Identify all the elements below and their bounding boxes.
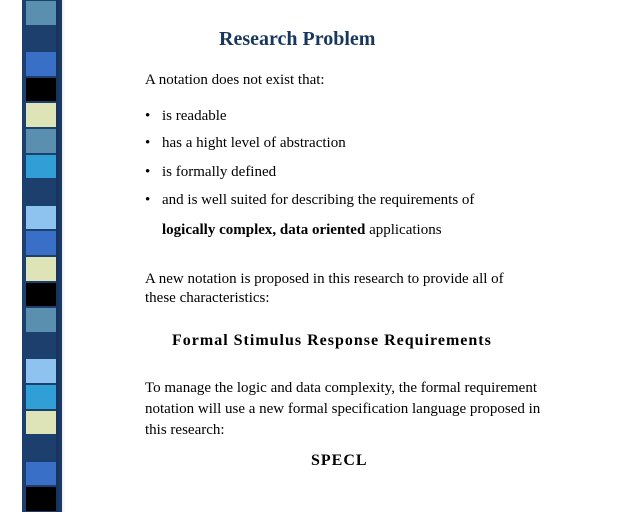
bullet-item-suited: and is well suited for describing the requirements of [162, 192, 475, 208]
bullet-item-formal: is formally defined [162, 164, 277, 180]
stripe-segment [26, 231, 56, 255]
notation-name: Formal Stimulus Response Requirements [172, 332, 492, 349]
bullet-item-abstraction: has a hight level of abstraction [162, 135, 346, 151]
stripe-segment [26, 103, 56, 127]
stripe-segment [26, 155, 56, 179]
stripe-segment [26, 257, 56, 281]
stripe-segment [26, 462, 56, 486]
stripe-segment [26, 27, 56, 51]
continuation-text: applications [365, 222, 442, 238]
stripe-segment [26, 334, 56, 358]
paragraph-2-line-1: To manage the logic and data complexity, the formal requirement [145, 380, 537, 396]
stripe-shadow [56, 0, 66, 512]
stripe-segment [26, 411, 56, 435]
stripe-segment [26, 385, 56, 409]
intro-text: A notation does not exist that: [145, 72, 325, 88]
paragraph-1-line-1: A new notation is proposed in this research to provide all of [145, 271, 504, 287]
stripe-segment [26, 359, 56, 383]
stripe-segment [26, 52, 56, 76]
stripe-segment [26, 206, 56, 230]
bullet-icon: • [145, 192, 151, 208]
stripe-segment [26, 129, 56, 153]
bullet-icon: • [145, 135, 151, 151]
bullet-continuation [162, 221, 442, 240]
bullet-icon: • [145, 108, 151, 124]
slide-title: Research Problem [219, 28, 376, 50]
stripe-segment [26, 180, 56, 204]
paragraph-1-line-2: these characteristics: [145, 290, 270, 306]
continuation-bold-text: logically complex, data oriented [162, 222, 366, 238]
stripe-segment [26, 308, 56, 332]
stripe-segment [26, 436, 56, 460]
stripe-segment [26, 487, 56, 511]
bullet-item-readable: is readable [162, 108, 227, 124]
paragraph-2-line-2: notation will use a new formal specification language proposed in [145, 401, 541, 417]
bullet-icon: • [145, 164, 151, 180]
language-name: SPECL [311, 452, 368, 469]
stripe-segment [26, 283, 56, 307]
stripe-segment [26, 78, 56, 102]
stripe-segment [26, 1, 56, 25]
paragraph-2-line-3: this research: [145, 422, 225, 438]
